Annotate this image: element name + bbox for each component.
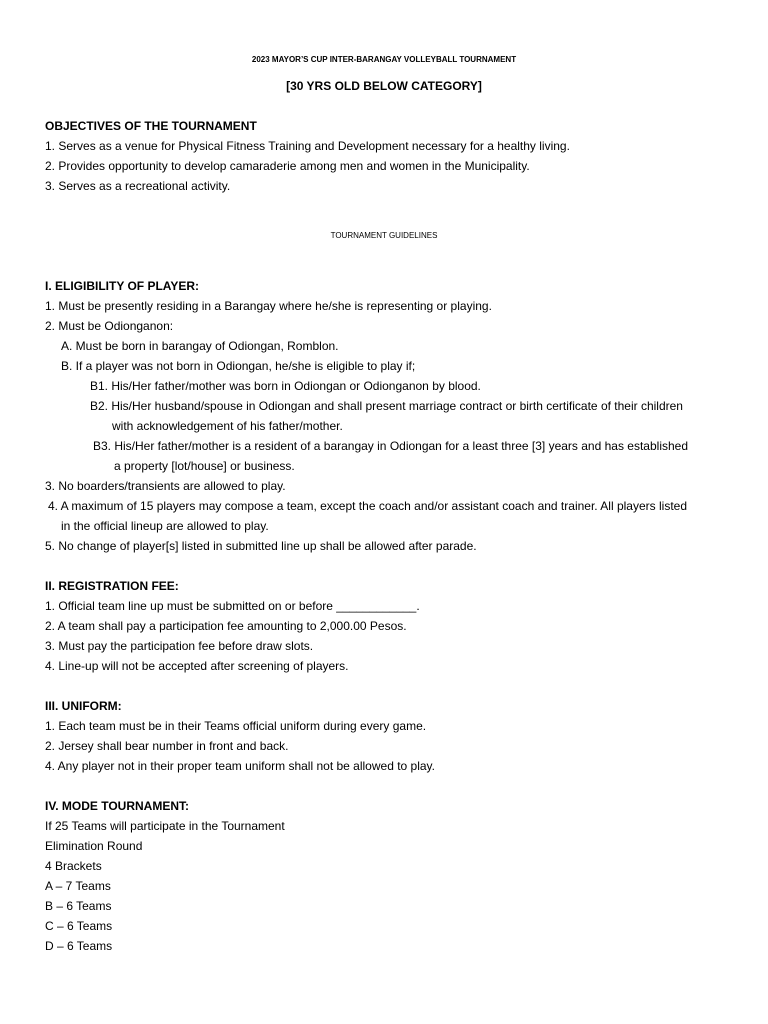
eligibility-line: 4. A maximum of 15 players may compose a team, except the coach and/or assistant coach and trainer. All players listed	[48, 499, 687, 513]
eligibility-line: 3. No boarders/transients are allowed to play.	[45, 479, 286, 493]
registration-line: 3. Must pay the participation fee before draw slots.	[45, 639, 314, 653]
bracket-line: A – 7 Teams	[45, 879, 111, 893]
registration-line: 1. Official team line up must be submitted on or before ____________.	[45, 599, 420, 613]
uniform-line: 1. Each team must be in their Teams official uniform during every game.	[45, 719, 427, 733]
bracket-line: B – 6 Teams	[45, 899, 112, 913]
bracket-line: D – 6 Teams	[45, 939, 113, 953]
eligibility-line: B2. His/Her husband/spouse in Odiongan and shall present marriage contract or birth certificate of their children	[90, 399, 683, 413]
objective-item: 1. Serves as a venue for Physical Fitness Training and Development necessary for a healthy living.	[45, 139, 570, 153]
eligibility-line: 1. Must be presently residing in a Barangay where he/she is representing or playing.	[45, 299, 492, 313]
eligibility-line: in the official lineup are allowed to play.	[61, 519, 269, 533]
eligibility-line: A. Must be born in barangay of Odiongan, Romblon.	[61, 339, 339, 353]
uniform-heading: III. UNIFORM:	[45, 699, 122, 713]
eligibility-line: a property [lot/house] or business.	[114, 459, 295, 473]
mode-line: Elimination Round	[45, 839, 143, 853]
mode-line: 4 Brackets	[45, 859, 102, 873]
objective-item: 3. Serves as a recreational activity.	[45, 179, 231, 193]
eligibility-line: B. If a player was not born in Odiongan, he/she is eligible to play if;	[61, 359, 416, 373]
uniform-line: 2. Jersey shall bear number in front and back.	[45, 739, 289, 753]
bracket-line: C – 6 Teams	[45, 919, 113, 933]
eligibility-line: 2. Must be Odionganon:	[45, 319, 174, 333]
objectives-heading: OBJECTIVES OF THE TOURNAMENT	[45, 119, 257, 133]
registration-line: 4. Line-up will not be accepted after screening of players.	[45, 659, 349, 673]
registration-line: 2. A team shall pay a participation fee amounting to 2,000.00 Pesos.	[45, 619, 407, 633]
eligibility-line: B3. His/Her father/mother is a resident of a barangay in Odiongan for a least three [3] years and has established	[93, 439, 689, 453]
uniform-line: 4. Any player not in their proper team uniform shall not be allowed to play.	[45, 759, 435, 773]
mode-heading: IV. MODE TOURNAMENT:	[45, 799, 190, 813]
eligibility-line: 5. No change of player[s] listed in submitted line up shall be allowed after parade.	[45, 539, 477, 553]
category-subtitle: [30 YRS OLD BELOW CATEGORY]	[286, 79, 482, 93]
eligibility-line: with acknowledgement of his father/mother.	[112, 419, 343, 433]
objective-item: 2. Provides opportunity to develop camaraderie among men and women in the Municipality.	[45, 159, 530, 173]
eligibility-line: B1. His/Her father/mother was born in Odiongan or Odionganon by blood.	[90, 379, 481, 393]
document-title: 2023 MAYOR’S CUP INTER-BARANGAY VOLLEYBALL TOURNAMENT	[251, 55, 517, 64]
guidelines-title: TOURNAMENT GUIDELINES	[330, 231, 438, 240]
eligibility-heading: I. ELIGIBILITY OF PLAYER:	[45, 279, 200, 293]
registration-heading: II. REGISTRATION FEE:	[45, 579, 179, 593]
mode-line: If 25 Teams will participate in the Tournament	[45, 819, 285, 833]
